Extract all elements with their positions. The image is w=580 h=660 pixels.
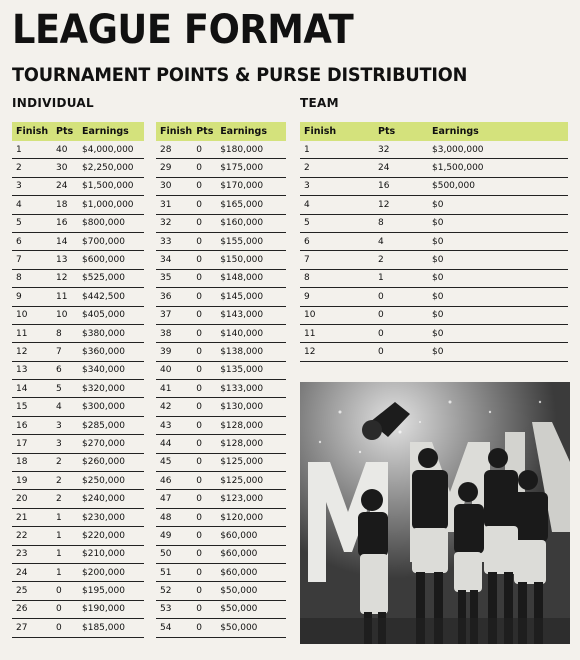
earnings-cell: $128,000 <box>216 435 286 453</box>
table-row <box>156 177 286 195</box>
table-row <box>156 563 286 581</box>
pts-cell: 0 <box>374 324 428 342</box>
pts-cell: 18 <box>52 196 78 214</box>
earnings-cell: $405,000 <box>78 306 144 324</box>
finish-cell: 11 <box>300 324 374 342</box>
pts-cell: 0 <box>374 306 428 324</box>
finish-cell: 3 <box>12 177 52 195</box>
table-row <box>12 563 144 581</box>
finish-cell: 22 <box>12 527 52 545</box>
finish-cell: 2 <box>12 159 52 177</box>
finish-header: Finish <box>156 122 192 141</box>
earnings-cell: $0 <box>428 214 568 232</box>
pts-cell: 0 <box>374 288 428 306</box>
earnings-cell: $270,000 <box>78 435 144 453</box>
earnings-cell: $600,000 <box>78 251 144 269</box>
table-row <box>156 490 286 508</box>
pts-cell: 1 <box>52 508 78 526</box>
earnings-cell: $0 <box>428 324 568 342</box>
earnings-cell: $60,000 <box>216 563 286 581</box>
table-row <box>156 380 286 398</box>
pts-cell: 4 <box>374 232 428 250</box>
earnings-cell: $210,000 <box>78 545 144 563</box>
finish-cell: 28 <box>156 141 192 159</box>
earnings-cell: $0 <box>428 306 568 324</box>
pts-cell: 0 <box>192 490 216 508</box>
table-row <box>300 232 568 250</box>
finish-cell: 23 <box>12 545 52 563</box>
pts-cell: 0 <box>192 435 216 453</box>
finish-cell: 15 <box>12 398 52 416</box>
finish-cell: 52 <box>156 582 192 600</box>
table-row <box>156 343 286 361</box>
table-row <box>156 361 286 379</box>
earnings-cell: $50,000 <box>216 582 286 600</box>
table-row <box>12 251 144 269</box>
table-row <box>12 269 144 287</box>
table-row <box>12 453 144 471</box>
earnings-cell: $133,000 <box>216 380 286 398</box>
pts-cell: 16 <box>374 177 428 195</box>
finish-cell: 45 <box>156 453 192 471</box>
finish-cell: 9 <box>12 288 52 306</box>
pts-cell: 40 <box>52 141 78 159</box>
finish-header: Finish <box>300 122 374 141</box>
pts-cell: 0 <box>192 324 216 342</box>
page-subtitle: TOURNAMENT POINTS & PURSE DISTRIBUTION <box>12 64 468 86</box>
earnings-cell: $140,000 <box>216 324 286 342</box>
earnings-cell: $500,000 <box>428 177 568 195</box>
table-row <box>12 619 144 637</box>
pts-cell: 2 <box>52 453 78 471</box>
finish-cell: 42 <box>156 398 192 416</box>
table-row <box>12 159 144 177</box>
earnings-cell: $1,500,000 <box>78 177 144 195</box>
pts-cell: 13 <box>52 251 78 269</box>
table-row <box>300 214 568 232</box>
earnings-cell: $2,250,000 <box>78 159 144 177</box>
earnings-cell: $380,000 <box>78 324 144 342</box>
pts-cell: 16 <box>52 214 78 232</box>
pts-cell: 1 <box>52 545 78 563</box>
pts-cell: 4 <box>52 398 78 416</box>
pts-cell: 0 <box>52 600 78 618</box>
pts-cell: 5 <box>52 380 78 398</box>
table-row <box>156 196 286 214</box>
pts-cell: 0 <box>192 453 216 471</box>
earnings-cell: $125,000 <box>216 472 286 490</box>
finish-cell: 4 <box>12 196 52 214</box>
earnings-header: Earnings <box>78 122 144 141</box>
table-row <box>12 398 144 416</box>
team-celebration-photo <box>300 382 570 644</box>
earnings-cell: $165,000 <box>216 196 286 214</box>
pts-cell: 2 <box>52 490 78 508</box>
pts-cell: 0 <box>192 508 216 526</box>
finish-cell: 16 <box>12 416 52 434</box>
finish-cell: 8 <box>300 269 374 287</box>
table-row <box>300 196 568 214</box>
pts-cell: 0 <box>192 582 216 600</box>
finish-cell: 26 <box>12 600 52 618</box>
finish-cell: 6 <box>12 232 52 250</box>
finish-cell: 7 <box>300 251 374 269</box>
earnings-cell: $125,000 <box>216 453 286 471</box>
earnings-cell: $130,000 <box>216 398 286 416</box>
finish-cell: 47 <box>156 490 192 508</box>
table-row <box>12 380 144 398</box>
finish-cell: 30 <box>156 177 192 195</box>
table-row <box>156 398 286 416</box>
individual-section-label: INDIVIDUAL <box>12 96 94 110</box>
earnings-cell: $230,000 <box>78 508 144 526</box>
finish-cell: 33 <box>156 232 192 250</box>
table-row <box>156 619 286 637</box>
finish-cell: 48 <box>156 508 192 526</box>
table-row <box>156 582 286 600</box>
table-row <box>12 361 144 379</box>
table-row <box>300 177 568 195</box>
table-row <box>300 288 568 306</box>
pts-cell: 12 <box>52 269 78 287</box>
pts-cell: 0 <box>192 288 216 306</box>
pts-cell: 8 <box>52 324 78 342</box>
finish-cell: 50 <box>156 545 192 563</box>
pts-cell: 2 <box>52 472 78 490</box>
earnings-cell: $170,000 <box>216 177 286 195</box>
earnings-cell: $175,000 <box>216 159 286 177</box>
earnings-cell: $0 <box>428 251 568 269</box>
pts-cell: 6 <box>52 361 78 379</box>
pts-cell: 0 <box>192 563 216 581</box>
earnings-cell: $260,000 <box>78 453 144 471</box>
earnings-header: Earnings <box>216 122 286 141</box>
table-row <box>12 416 144 434</box>
table-row <box>156 269 286 287</box>
table-row <box>12 508 144 526</box>
pts-cell: 0 <box>192 472 216 490</box>
table-row <box>12 324 144 342</box>
table-row <box>12 214 144 232</box>
pts-header: Pts <box>52 122 78 141</box>
finish-cell: 25 <box>12 582 52 600</box>
finish-cell: 4 <box>300 196 374 214</box>
finish-cell: 13 <box>12 361 52 379</box>
pts-cell: 0 <box>192 251 216 269</box>
table-row <box>156 472 286 490</box>
pts-cell: 0 <box>52 619 78 637</box>
pts-cell: 3 <box>52 416 78 434</box>
pts-cell: 10 <box>52 306 78 324</box>
finish-cell: 14 <box>12 380 52 398</box>
finish-cell: 53 <box>156 600 192 618</box>
pts-cell: 24 <box>52 177 78 195</box>
table-row <box>300 159 568 177</box>
pts-cell: 0 <box>192 619 216 637</box>
earnings-cell: $138,000 <box>216 343 286 361</box>
team-table <box>300 122 568 362</box>
pts-cell: 0 <box>192 380 216 398</box>
earnings-cell: $50,000 <box>216 619 286 637</box>
table-row <box>300 141 568 159</box>
table-row <box>156 232 286 250</box>
table-row <box>12 343 144 361</box>
earnings-cell: $1,000,000 <box>78 196 144 214</box>
table-row <box>156 324 286 342</box>
team-section-label: TEAM <box>300 96 339 110</box>
pts-cell: 0 <box>192 269 216 287</box>
earnings-cell: $60,000 <box>216 527 286 545</box>
earnings-cell: $123,000 <box>216 490 286 508</box>
finish-cell: 8 <box>12 269 52 287</box>
pts-cell: 8 <box>374 214 428 232</box>
earnings-cell: $220,000 <box>78 527 144 545</box>
earnings-cell: $185,000 <box>78 619 144 637</box>
pts-cell: 0 <box>192 545 216 563</box>
pts-cell: 11 <box>52 288 78 306</box>
finish-cell: 51 <box>156 563 192 581</box>
table-row <box>12 582 144 600</box>
earnings-header: Earnings <box>428 122 568 141</box>
pts-cell: 0 <box>192 398 216 416</box>
finish-cell: 19 <box>12 472 52 490</box>
table-row <box>12 527 144 545</box>
table-row <box>300 306 568 324</box>
table-row <box>300 324 568 342</box>
finish-cell: 21 <box>12 508 52 526</box>
pts-cell: 2 <box>374 251 428 269</box>
earnings-cell: $250,000 <box>78 472 144 490</box>
finish-cell: 1 <box>300 141 374 159</box>
finish-cell: 1 <box>12 141 52 159</box>
earnings-cell: $120,000 <box>216 508 286 526</box>
pts-cell: 0 <box>52 582 78 600</box>
finish-cell: 43 <box>156 416 192 434</box>
table-row <box>156 527 286 545</box>
table-row <box>12 141 144 159</box>
pts-cell: 0 <box>192 196 216 214</box>
finish-cell: 7 <box>12 251 52 269</box>
pts-cell: 0 <box>192 232 216 250</box>
finish-cell: 39 <box>156 343 192 361</box>
earnings-cell: $155,000 <box>216 232 286 250</box>
table-row <box>12 490 144 508</box>
finish-cell: 5 <box>12 214 52 232</box>
finish-cell: 2 <box>300 159 374 177</box>
table-row <box>156 288 286 306</box>
table-row <box>12 177 144 195</box>
earnings-cell: $0 <box>428 288 568 306</box>
earnings-cell: $0 <box>428 232 568 250</box>
table-row <box>156 416 286 434</box>
photo-illustration <box>300 382 570 644</box>
table-row <box>12 288 144 306</box>
finish-cell: 40 <box>156 361 192 379</box>
table-row <box>156 508 286 526</box>
finish-cell: 11 <box>12 324 52 342</box>
pts-header: Pts <box>374 122 428 141</box>
table-row <box>300 251 568 269</box>
earnings-cell: $195,000 <box>78 582 144 600</box>
finish-cell: 46 <box>156 472 192 490</box>
finish-cell: 12 <box>300 343 374 361</box>
finish-cell: 9 <box>300 288 374 306</box>
finish-cell: 17 <box>12 435 52 453</box>
earnings-cell: $50,000 <box>216 600 286 618</box>
table-row <box>12 196 144 214</box>
earnings-cell: $150,000 <box>216 251 286 269</box>
pts-cell: 0 <box>192 214 216 232</box>
pts-cell: 7 <box>52 343 78 361</box>
finish-cell: 49 <box>156 527 192 545</box>
finish-cell: 6 <box>300 232 374 250</box>
table-row <box>12 435 144 453</box>
individual-table-right <box>156 122 286 638</box>
earnings-cell: $360,000 <box>78 343 144 361</box>
pts-cell: 0 <box>374 343 428 361</box>
individual-table-left <box>12 122 144 638</box>
earnings-cell: $148,000 <box>216 269 286 287</box>
table-row <box>156 214 286 232</box>
table-row <box>12 306 144 324</box>
finish-cell: 3 <box>300 177 374 195</box>
table-row <box>156 141 286 159</box>
pts-cell: 0 <box>192 343 216 361</box>
earnings-cell: $60,000 <box>216 545 286 563</box>
pts-cell: 1 <box>52 563 78 581</box>
finish-header: Finish <box>12 122 52 141</box>
finish-cell: 32 <box>156 214 192 232</box>
earnings-cell: $700,000 <box>78 232 144 250</box>
finish-cell: 54 <box>156 619 192 637</box>
table-row <box>156 306 286 324</box>
finish-cell: 24 <box>12 563 52 581</box>
earnings-cell: $800,000 <box>78 214 144 232</box>
earnings-cell: $145,000 <box>216 288 286 306</box>
table-row <box>12 232 144 250</box>
earnings-cell: $143,000 <box>216 306 286 324</box>
pts-cell: 0 <box>192 141 216 159</box>
finish-cell: 37 <box>156 306 192 324</box>
earnings-cell: $525,000 <box>78 269 144 287</box>
earnings-cell: $128,000 <box>216 416 286 434</box>
finish-cell: 38 <box>156 324 192 342</box>
finish-cell: 10 <box>300 306 374 324</box>
pts-cell: 0 <box>192 361 216 379</box>
pts-header: Pts <box>192 122 216 141</box>
finish-cell: 35 <box>156 269 192 287</box>
earnings-cell: $4,000,000 <box>78 141 144 159</box>
earnings-cell: $0 <box>428 196 568 214</box>
table-row <box>12 545 144 563</box>
earnings-cell: $160,000 <box>216 214 286 232</box>
pts-cell: 32 <box>374 141 428 159</box>
pts-cell: 12 <box>374 196 428 214</box>
finish-cell: 10 <box>12 306 52 324</box>
pts-cell: 0 <box>192 159 216 177</box>
earnings-cell: $0 <box>428 269 568 287</box>
table-row <box>156 545 286 563</box>
table-row <box>12 472 144 490</box>
pts-cell: 0 <box>192 306 216 324</box>
finish-cell: 18 <box>12 453 52 471</box>
pts-cell: 0 <box>192 416 216 434</box>
earnings-cell: $3,000,000 <box>428 141 568 159</box>
finish-cell: 5 <box>300 214 374 232</box>
earnings-cell: $240,000 <box>78 490 144 508</box>
pts-cell: 3 <box>52 435 78 453</box>
finish-cell: 20 <box>12 490 52 508</box>
pts-cell: 24 <box>374 159 428 177</box>
table-row <box>300 269 568 287</box>
table-row <box>156 251 286 269</box>
earnings-cell: $135,000 <box>216 361 286 379</box>
pts-cell: 1 <box>52 527 78 545</box>
earnings-cell: $1,500,000 <box>428 159 568 177</box>
earnings-cell: $180,000 <box>216 141 286 159</box>
finish-cell: 41 <box>156 380 192 398</box>
finish-cell: 29 <box>156 159 192 177</box>
table-row <box>156 453 286 471</box>
pts-cell: 14 <box>52 232 78 250</box>
finish-cell: 36 <box>156 288 192 306</box>
pts-cell: 0 <box>192 600 216 618</box>
earnings-cell: $0 <box>428 343 568 361</box>
earnings-cell: $300,000 <box>78 398 144 416</box>
earnings-cell: $285,000 <box>78 416 144 434</box>
table-row <box>300 343 568 361</box>
pts-cell: 0 <box>192 177 216 195</box>
earnings-cell: $190,000 <box>78 600 144 618</box>
earnings-cell: $340,000 <box>78 361 144 379</box>
finish-cell: 34 <box>156 251 192 269</box>
earnings-cell: $320,000 <box>78 380 144 398</box>
table-row <box>156 600 286 618</box>
finish-cell: 44 <box>156 435 192 453</box>
table-row <box>156 435 286 453</box>
page-title: LEAGUE FORMAT <box>12 7 354 53</box>
pts-cell: 30 <box>52 159 78 177</box>
pts-cell: 1 <box>374 269 428 287</box>
finish-cell: 31 <box>156 196 192 214</box>
earnings-cell: $200,000 <box>78 563 144 581</box>
pts-cell: 0 <box>192 527 216 545</box>
finish-cell: 27 <box>12 619 52 637</box>
earnings-cell: $442,500 <box>78 288 144 306</box>
finish-cell: 12 <box>12 343 52 361</box>
table-row <box>156 159 286 177</box>
table-row <box>12 600 144 618</box>
